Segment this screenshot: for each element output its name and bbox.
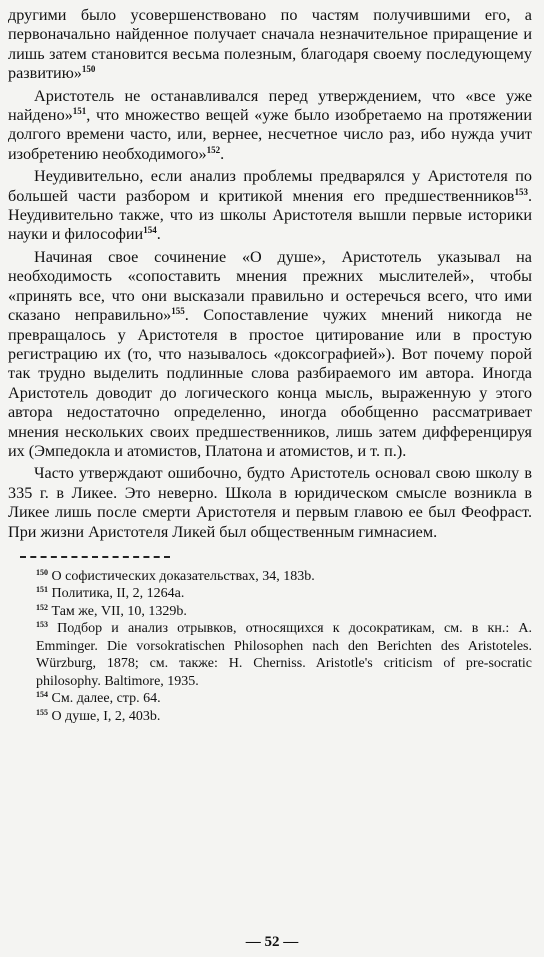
footnote-153: $^{153}$ Подбор и анализ отрывков, относящихся к досократикам, см. в кн.: A. Emminger. Die vorsokratischen Philosophen nach den Berichten des Aristoteles. Würzburg, 1878; см. также: H. Cherniss. Aristotle's criticism of pre-socratic philosophy. Baltimore, 1935. — [36, 620, 532, 689]
footnote-divider — [20, 556, 170, 558]
footnote-150: $^{150}$ О софистических доказательствах, 34, 183b. — [36, 567, 315, 584]
paragraph-5: Часто утверждают ошибочно, будто Аристотель основал свою школу в 335 г. в Ликее. Это неверно. Школа в юридическом смысле возникла в Ликее лишь после смерти Аристотеля и первым главою ее был Феофраст. При жизни Аристотеля Ликей был общественным гимнасием. — [8, 464, 532, 541]
footnote-ref-154[interactable]: 154 — [143, 225, 157, 236]
paragraph-3: Неудивительно, если анализ проблемы предварялся у Аристотеля по большей части разбором и критикой мнения его предшественников$^{153}$. Неудивительно также, что из школы Аристотеля вышли первые историки науки и философии$^{154}$. — [8, 167, 532, 244]
footnote-154: $^{154}$ См. далее, стр. 64. — [36, 690, 161, 707]
footnotes — [8, 568, 532, 726]
footnote-ref-151[interactable]: 151 — [72, 106, 87, 117]
footnote-152: $^{152}$ Там же, VII, 10, 1329b. — [36, 602, 187, 619]
footnote-151: $^{151}$ Политика, II, 2, 1264a. — [36, 585, 185, 602]
main-text — [8, 6, 532, 542]
footnote-155: $^{155}$ О душе, I, 2, 403b. — [36, 707, 161, 724]
paragraph-1: другими было усовершенствовано по частям получившими его, а первоначально найденное получает сначала незначительное приращение и лишь затем становится весьма полезным, благодаря своему последующему развитию»$^{150}$ — [8, 6, 532, 83]
footnote-ref-150[interactable]: 150 — [81, 64, 96, 75]
paragraph-4: Начиная свое сочинение «О душе», Аристотель указывал на необходимость «сопоставить мнения прежних мыслителей», чтобы «принять все, что они высказали правильно и остеречься всего, что ими сказано неправильно»$^{155}$. Сопоставление чужих мнений никогда не превращалось у Аристотеля в простое цитирование или в простую регистрацию их (то, что называлось «доксографией»). Вот почему порой так трудно выделить подлинные слова разбираемого им автора. Иногда Аристотель доводит до логического конца мысль, выраженную у этого автора недостаточно определенно, иногда обобщенно рассматривает мнения нескольких своих предшественников, лишь затем дифференцируя их (Эмпедокла и атомистов, Платона и атомистов, и т. п.). — [8, 247, 533, 460]
paragraph-2: Аристотель не останавливался перед утверждением, что «все уже найдено»$^{151}$, что множество вещей «уже было изобретаемо на протяжении долгого времени часто, или, вернее, несчетное число раз, ибо нужда учит изобретению необходимого»$^{152}$. — [8, 86, 532, 163]
footnote-ref-152[interactable]: 152 — [206, 144, 221, 155]
page-number: — 52 — — [245, 934, 299, 950]
footnote-ref-153[interactable]: 153 — [514, 186, 528, 197]
footnote-ref-155[interactable]: 155 — [171, 306, 185, 317]
